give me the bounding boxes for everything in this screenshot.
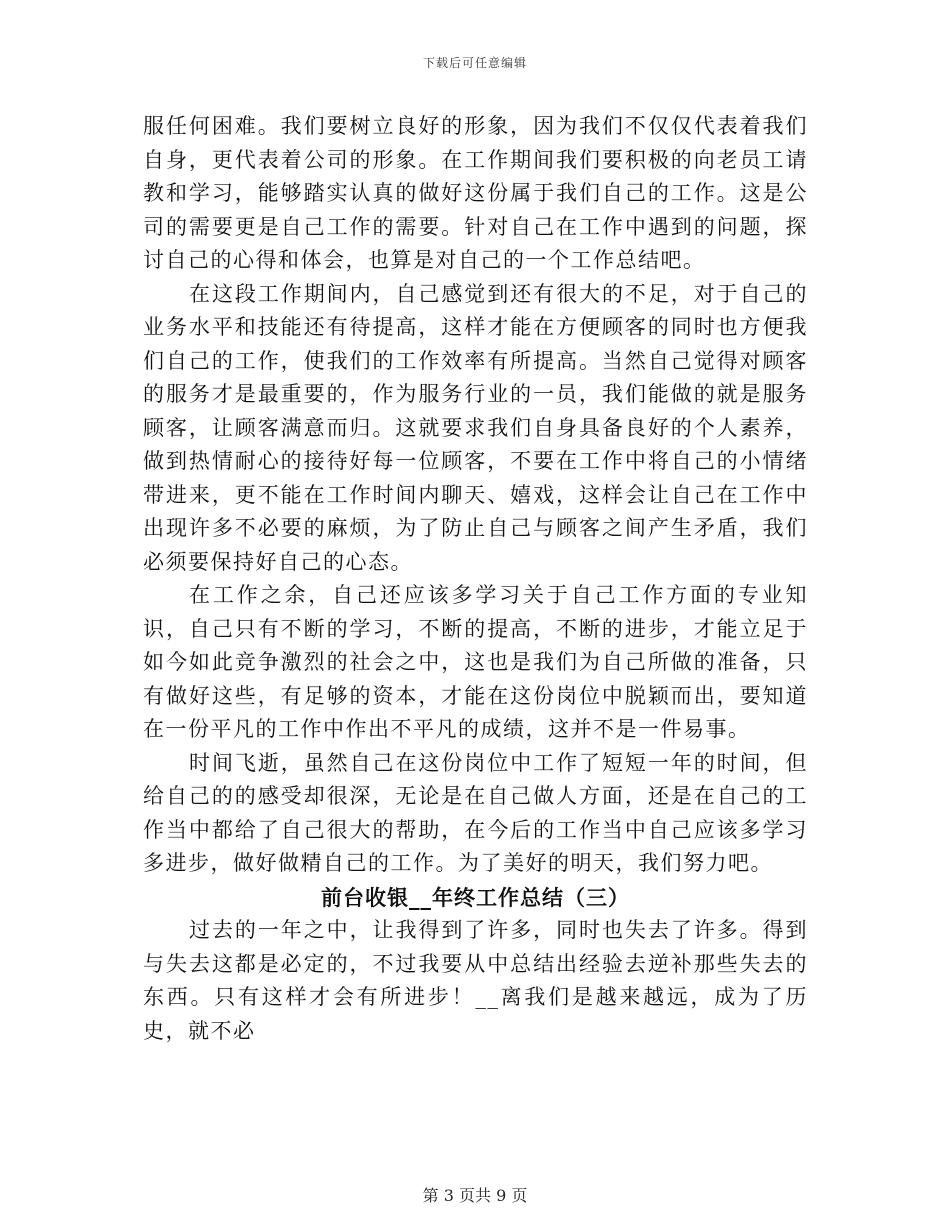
section-heading: 前台收银__年终工作总结（三）: [321, 884, 630, 910]
paragraph-4: 时间飞逝，虽然自己在这份岗位中工作了短短一年的时间，但给自己的的感受却很深，无论是在自己做人方面，还是在自己的工作当中都给了自己很大的帮助，在今后的工作当中自己应该多学习多进步，做好做精自己的工作。为了美好的明天，我们努力吧。: [143, 750, 808, 875]
document-body: [143, 110, 808, 1048]
page-header: 下载后可任意编辑: [422, 56, 527, 70]
paragraph-2: 在这段工作期间内，自己感觉到还有很大的不足，对于自己的业务水平和技能还有待提高，这样才能在方便顾客的同时也方便我们自己的工作，使我们的工作效率有所提高。当然自己觉得对顾客的服务才是最重要的，作为服务行业的一员，我们能做的就是服务顾客，让顾客满意而归。这就要求我们自身具备良好的个人素养，做到热情耐心的接待好每一位顾客，不要在工作中将自己的小情绪带进来，更不能在工作时间内聊天、嬉戏，这样会让自己在工作中出现许多不必要的麻烦，为了防止自己与顾客之间产生矛盾，我们必须要保持好自己的心态。: [143, 281, 808, 574]
paragraph-3: 在工作之余，自己还应该多学习关于自己工作方面的专业知识，自己只有不断的学习，不断的提高，不断的进步，才能立足于如今如此竞争激烈的社会之中，这也是我们为自己所做的准备，只有做好这些，有足够的资本，才能在这份岗位中脱颖而出，要知道在一份平凡的工作中作出不平凡的成绩，这并不是一件易事。: [143, 583, 808, 741]
paragraph-1: 服任何困难。我们要树立良好的形象，因为我们不仅仅代表着我们自身，更代表着公司的形象。在工作期间我们要积极的向老员工请教和学习，能够踏实认真的做好这份属于我们自己的工作。这是公司的需要更是自己工作的需要。针对自己在工作中遇到的问题，探讨自己的心得和体会，也算是对自己的一个工作总结吧。: [143, 114, 808, 272]
page-number: 第 3 页共 9 页: [422, 1186, 528, 1205]
paragraph-5: 过去的一年之中，让我得到了许多，同时也失去了许多。得到与失去这都是必定的，不过我要从中总结出经验去逆补那些失去的东西。只有这样才会有所进步！__离我们是越来越远，成为了历史，就不必: [143, 918, 808, 1043]
